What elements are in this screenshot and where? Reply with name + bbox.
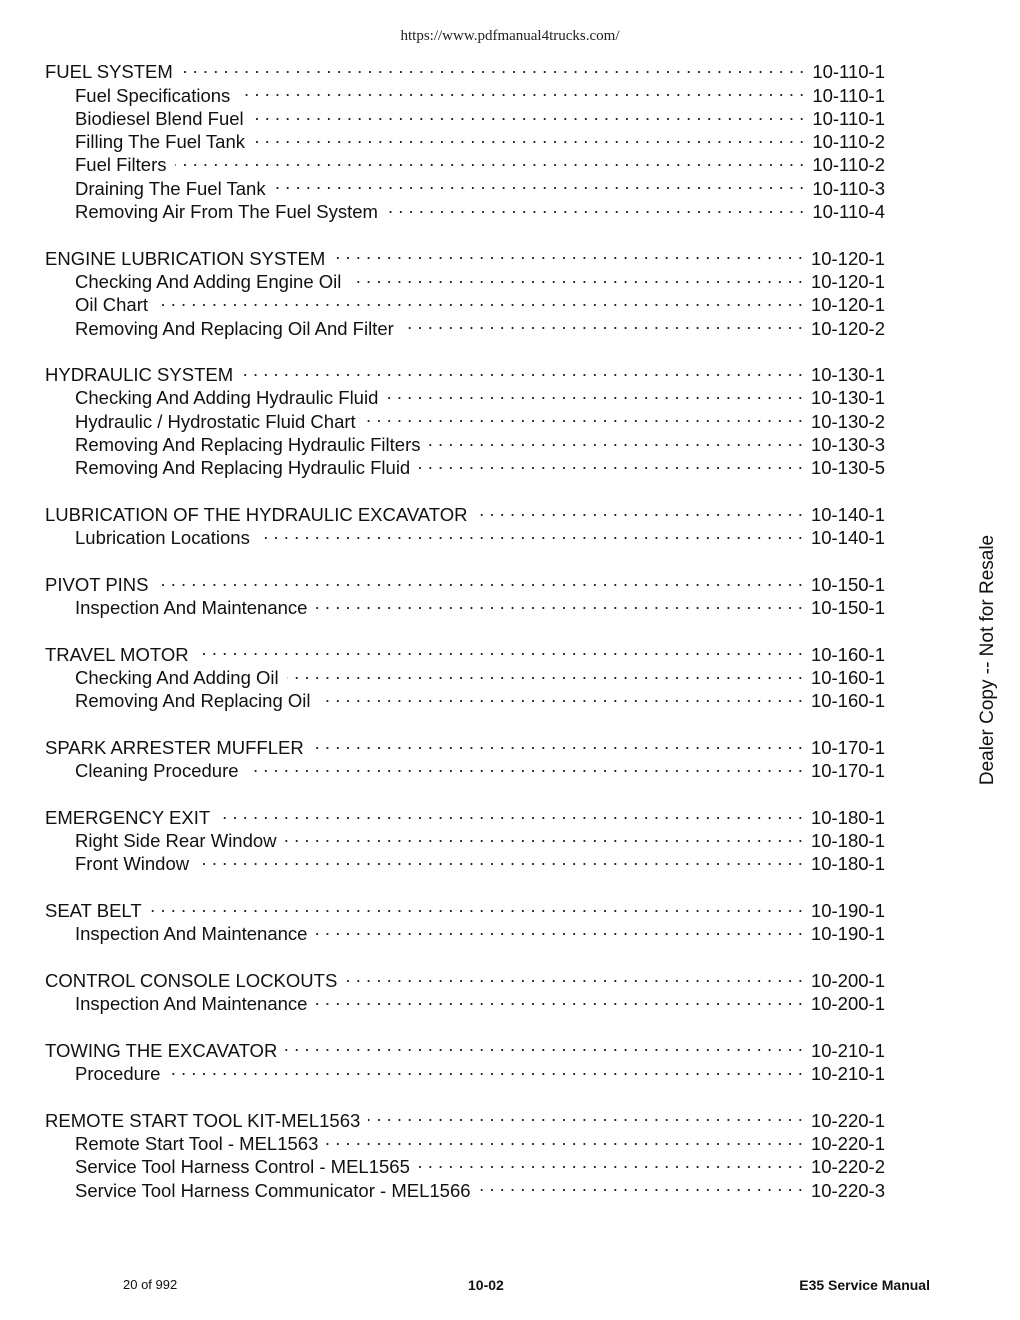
toc-section: [45, 637, 885, 712]
toc-page-ref: 10-220-3: [810, 1179, 885, 1201]
dot-leader: [197, 847, 803, 870]
toc-page-ref: 10-160-1: [810, 667, 885, 689]
toc-title: Lubrication Locations: [75, 527, 250, 549]
dot-leader: [241, 358, 803, 381]
dot-leader: [285, 1033, 803, 1056]
toc-title: Checking And Adding Hydraulic Fluid: [75, 387, 379, 409]
toc-title: Draining The Fuel Tank: [75, 177, 266, 199]
toc-page-ref: 10-200-1: [810, 993, 885, 1015]
dot-leader: [157, 568, 803, 591]
toc-page-ref: 10-190-1: [810, 923, 885, 945]
toc-section-heading[interactable]: [45, 358, 885, 386]
toc-section: [45, 241, 885, 339]
dot-leader: [418, 451, 803, 474]
toc-section: [45, 358, 885, 479]
toc-section: [45, 568, 885, 619]
toc-title: Removing Air From The Fuel System: [75, 201, 378, 223]
toc-title: Inspection And Maintenance: [75, 597, 308, 619]
toc-entry[interactable]: [45, 1057, 885, 1085]
toc-section: [45, 894, 885, 945]
toc-page-ref: 10-180-1: [810, 853, 885, 875]
toc-title: LUBRICATION OF THE HYDRAULIC EXCAVATOR: [45, 503, 468, 525]
toc-page-ref: 10-120-1: [810, 294, 885, 316]
toc-page-ref: 10-210-1: [810, 1039, 885, 1061]
toc-title: FUEL SYSTEM: [45, 61, 173, 83]
toc-page-ref: 10-170-1: [810, 736, 885, 758]
toc-title: HYDRAULIC SYSTEM: [45, 364, 234, 386]
toc-title: TOWING THE EXCAVATOR: [45, 1039, 278, 1061]
toc-page-ref: 10-140-1: [810, 527, 885, 549]
toc-title: Filling The Fuel Tank: [75, 131, 246, 153]
toc-title: Cleaning Procedure: [75, 760, 239, 782]
toc-section-heading[interactable]: [45, 637, 885, 665]
toc-title: SPARK ARRESTER MUFFLER: [45, 736, 304, 758]
toc-title: EMERGENCY EXIT: [45, 806, 211, 828]
toc-page-ref: 10-110-1: [812, 107, 885, 129]
page-number: 10-02: [468, 1277, 504, 1293]
toc-section: [45, 964, 885, 1015]
toc-title: CONTROL CONSOLE LOCKOUTS: [45, 969, 338, 991]
toc-entry[interactable]: [45, 311, 885, 339]
toc-page-ref: 10-200-1: [810, 969, 885, 991]
toc-title: Right Side Rear Window: [75, 830, 277, 852]
toc-section-heading[interactable]: [45, 964, 885, 991]
toc-section-heading[interactable]: [45, 894, 885, 921]
toc-section-heading[interactable]: [45, 498, 885, 525]
toc-title: Checking And Adding Oil: [75, 667, 279, 689]
toc-title: Checking And Adding Engine Oil: [75, 270, 342, 292]
toc-title: Hydraulic / Hydrostatic Fluid Chart: [75, 410, 356, 432]
toc-title: Inspection And Maintenance: [75, 993, 308, 1015]
toc-page-ref: 10-180-1: [810, 806, 885, 828]
toc-title: Removing And Replacing Hydraulic Filters: [75, 434, 421, 456]
dot-leader: [364, 404, 803, 427]
toc-page-ref: 10-130-3: [810, 434, 885, 456]
dot-leader: [326, 1127, 803, 1150]
dot-leader: [156, 288, 803, 311]
dot-leader: [333, 241, 803, 264]
toc-entry[interactable]: [45, 591, 885, 619]
toc-title: Remote Start Tool - MEL1563: [75, 1132, 319, 1154]
dot-leader: [312, 731, 803, 754]
toc-page-ref: 10-180-1: [810, 830, 885, 852]
dot-leader: [238, 78, 804, 101]
toc-section: [45, 498, 885, 549]
manual-title: E35 Service Manual: [799, 1277, 930, 1293]
toc-title: Removing And Replacing Hydraulic Fluid: [75, 457, 411, 479]
toc-page-ref: 10-160-1: [810, 643, 885, 665]
toc-page-ref: 10-170-1: [810, 760, 885, 782]
dot-leader: [197, 637, 803, 660]
source-url[interactable]: https://www.pdfmanual4trucks.com/: [400, 28, 620, 44]
toc-title: Procedure: [75, 1063, 161, 1085]
dot-leader: [349, 265, 803, 288]
toc-page-ref: 10-110-4: [812, 201, 885, 223]
dot-leader: [315, 591, 802, 614]
dot-leader: [274, 171, 805, 194]
toc-page-ref: 10-110-1: [812, 84, 885, 106]
dot-leader: [345, 964, 803, 987]
toc-title: Inspection And Maintenance: [75, 923, 308, 945]
page-footer: [0, 1277, 1020, 1297]
toc-page-ref: 10-150-1: [810, 597, 885, 619]
toc-title: TRAVEL MOTOR: [45, 643, 189, 665]
page-count: 20 of 992: [123, 1277, 178, 1292]
dot-leader: [402, 311, 803, 334]
toc-title: Removing And Replacing Oil And Filter: [75, 317, 394, 339]
toc-page-ref: 10-220-1: [810, 1132, 885, 1154]
toc-page-ref: 10-130-1: [810, 387, 885, 409]
toc-page-ref: 10-220-2: [810, 1156, 885, 1178]
dot-leader: [319, 684, 803, 707]
toc-page-ref: 10-120-2: [810, 317, 885, 339]
toc-title: Removing And Replacing Oil: [75, 690, 311, 712]
dot-leader: [315, 987, 802, 1010]
toc-page-ref: 10-210-1: [810, 1063, 885, 1085]
toc-section-heading[interactable]: [45, 568, 885, 595]
toc-section: [45, 801, 885, 875]
toc-page-ref: 10-110-1: [812, 61, 885, 83]
dot-leader: [218, 801, 803, 824]
dot-leader: [247, 754, 803, 777]
toc-title: SEAT BELT: [45, 899, 142, 921]
toc-section-heading[interactable]: [45, 1033, 885, 1061]
dot-leader: [181, 55, 805, 78]
toc-page-ref: 10-190-1: [810, 899, 885, 921]
toc-section: [45, 1033, 885, 1085]
dot-leader: [258, 521, 803, 544]
toc-section-heading[interactable]: [45, 1103, 885, 1131]
toc-section: [45, 55, 885, 223]
dot-leader: [287, 661, 803, 684]
dot-leader: [315, 917, 802, 940]
dot-leader: [418, 1150, 803, 1173]
toc-page-ref: 10-160-1: [810, 690, 885, 712]
toc-section: [45, 731, 885, 782]
toc-section: [45, 1103, 885, 1201]
toc-page-ref: 10-220-1: [810, 1109, 885, 1131]
toc-title: PIVOT PINS: [45, 573, 149, 595]
dot-leader: [150, 894, 803, 917]
dot-leader: [252, 102, 805, 125]
toc-page-ref: 10-130-5: [810, 457, 885, 479]
toc-title: Service Tool Harness Communicator - MEL1566: [75, 1179, 471, 1201]
toc-title: ENGINE LUBRICATION SYSTEM: [45, 247, 326, 269]
toc-entry[interactable]: [45, 288, 885, 316]
toc-title: Front Window: [75, 853, 190, 875]
toc-section-heading[interactable]: [45, 241, 885, 269]
toc-title: Service Tool Harness Control - MEL1565: [75, 1156, 410, 1178]
dot-leader: [386, 381, 803, 404]
dot-leader: [475, 498, 802, 521]
toc-page-ref: 10-140-1: [810, 503, 885, 525]
table-of-contents: [45, 55, 885, 1220]
dot-leader: [479, 1173, 803, 1196]
toc-page-ref: 10-110-3: [812, 177, 885, 199]
dot-leader: [253, 125, 804, 148]
toc-title: Fuel Filters: [75, 154, 167, 176]
toc-page-ref: 10-110-2: [812, 131, 885, 153]
toc-page-ref: 10-120-1: [810, 270, 885, 292]
toc-title: Oil Chart: [75, 294, 148, 316]
toc-page-ref: 10-150-1: [810, 573, 885, 595]
toc-title: Biodiesel Blend Fuel: [75, 107, 244, 129]
toc-entry[interactable]: [45, 171, 885, 199]
toc-entry[interactable]: [45, 917, 885, 945]
toc-title: Fuel Specifications: [75, 84, 231, 106]
toc-page-ref: 10-120-1: [810, 247, 885, 269]
dot-leader: [285, 824, 803, 847]
toc-page-ref: 10-130-2: [810, 410, 885, 432]
toc-page-ref: 10-110-2: [812, 154, 885, 176]
toc-section-heading[interactable]: [45, 801, 885, 828]
dot-leader: [386, 195, 804, 218]
toc-page-ref: 10-130-1: [810, 364, 885, 386]
dot-leader: [428, 428, 802, 451]
dot-leader: [175, 148, 805, 171]
side-watermark: Dealer Copy -- Not for Resale: [977, 534, 998, 786]
toc-section-heading[interactable]: [45, 731, 885, 758]
toc-title: REMOTE START TOOL KIT-MEL1563: [45, 1109, 361, 1131]
dot-leader: [368, 1103, 803, 1126]
dot-leader: [168, 1057, 803, 1080]
toc-section-heading[interactable]: [45, 55, 885, 83]
